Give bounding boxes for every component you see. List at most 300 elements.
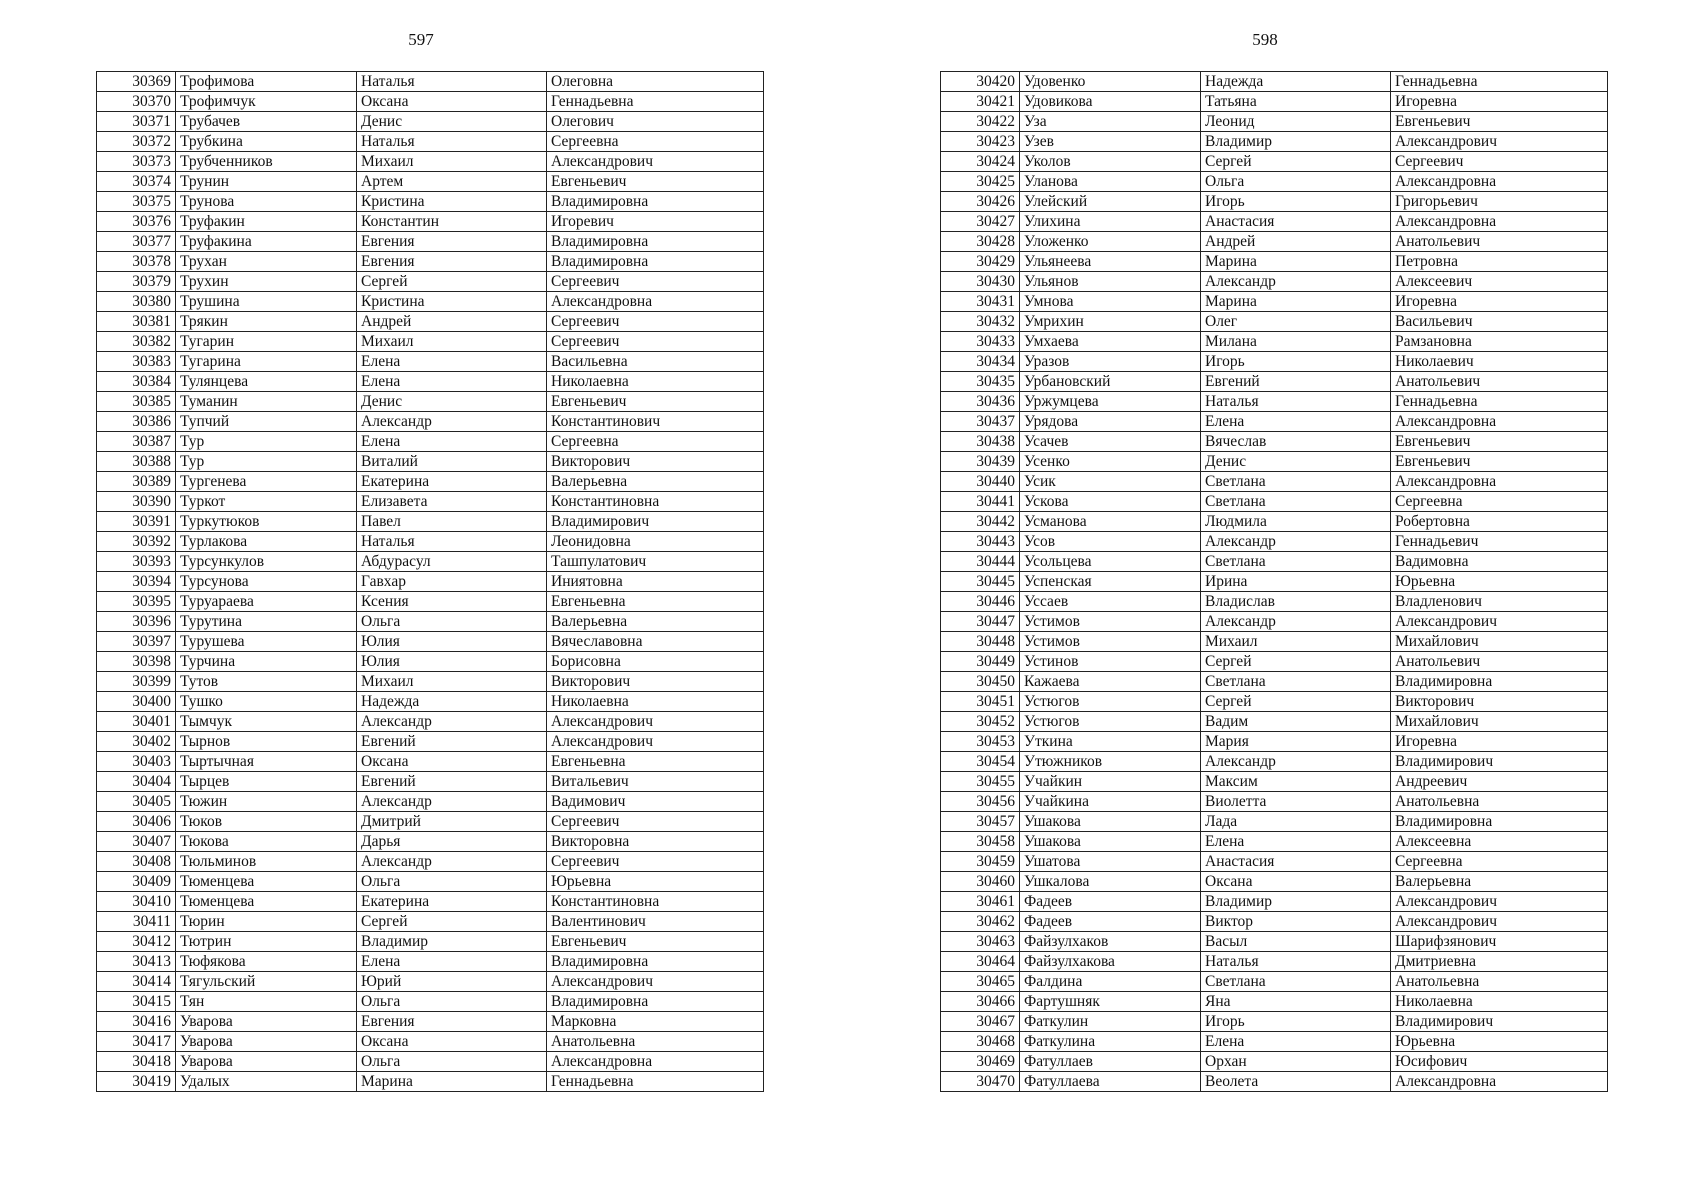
table-row xyxy=(97,972,764,992)
table-row xyxy=(97,872,764,892)
given-name-cell: Васыл xyxy=(1201,932,1391,952)
given-name-cell: Михаил xyxy=(1201,632,1391,652)
record-number: 30409 xyxy=(97,872,176,892)
table-row xyxy=(941,432,1608,452)
surname-cell: Кажаева xyxy=(1020,672,1201,692)
surname-cell: Уржумцева xyxy=(1020,392,1201,412)
surname-cell: Тютрин xyxy=(176,932,357,952)
patronymic-cell: Александрович xyxy=(547,972,764,992)
patronymic-cell: Анатольевич xyxy=(1391,372,1608,392)
record-number: 30375 xyxy=(97,192,176,212)
given-name-cell: Надежда xyxy=(1201,72,1391,92)
table-row xyxy=(941,852,1608,872)
record-number: 30399 xyxy=(97,672,176,692)
patronymic-cell: Сергеевич xyxy=(547,312,764,332)
record-number: 30437 xyxy=(941,412,1020,432)
table-row xyxy=(97,672,764,692)
table-row xyxy=(941,552,1608,572)
surname-cell: Устимов xyxy=(1020,612,1201,632)
record-number: 30432 xyxy=(941,312,1020,332)
record-number: 30394 xyxy=(97,572,176,592)
surname-cell: Тупчий xyxy=(176,412,357,432)
table-row xyxy=(941,532,1608,552)
record-number: 30444 xyxy=(941,552,1020,572)
record-number: 30431 xyxy=(941,292,1020,312)
surname-cell: Туманин xyxy=(176,392,357,412)
given-name-cell: Виктор xyxy=(1201,912,1391,932)
patronymic-cell: Юрьевна xyxy=(547,872,764,892)
surname-cell: Уразов xyxy=(1020,352,1201,372)
given-name-cell: Юлия xyxy=(357,632,547,652)
given-name-cell: Яна xyxy=(1201,992,1391,1012)
record-number: 30429 xyxy=(941,252,1020,272)
surname-cell: Уварова xyxy=(176,1052,357,1072)
table-row xyxy=(941,792,1608,812)
surname-cell: Ульянеева xyxy=(1020,252,1201,272)
surname-cell: Тягульский xyxy=(176,972,357,992)
patronymic-cell: Владленович xyxy=(1391,592,1608,612)
given-name-cell: Елена xyxy=(357,352,547,372)
record-number: 30405 xyxy=(97,792,176,812)
record-number: 30383 xyxy=(97,352,176,372)
surname-cell: Трофимова xyxy=(176,72,357,92)
table-row xyxy=(941,892,1608,912)
surname-cell: Устимов xyxy=(1020,632,1201,652)
record-number: 30388 xyxy=(97,452,176,472)
table-row xyxy=(941,252,1608,272)
given-name-cell: Александр xyxy=(1201,272,1391,292)
patronymic-cell: Александрович xyxy=(1391,612,1608,632)
record-number: 30441 xyxy=(941,492,1020,512)
patronymic-cell: Валерьевна xyxy=(1391,872,1608,892)
patronymic-cell: Александрович xyxy=(547,152,764,172)
given-name-cell: Михаил xyxy=(357,152,547,172)
table-row xyxy=(97,572,764,592)
given-name-cell: Сергей xyxy=(357,912,547,932)
given-name-cell: Светлана xyxy=(1201,492,1391,512)
patronymic-cell: Владимировна xyxy=(547,992,764,1012)
surname-cell: Тур xyxy=(176,452,357,472)
given-name-cell: Артем xyxy=(357,172,547,192)
given-name-cell: Александр xyxy=(357,792,547,812)
table-row xyxy=(941,992,1608,1012)
surname-cell: Тырцев xyxy=(176,772,357,792)
record-number: 30452 xyxy=(941,712,1020,732)
given-name-cell: Оксана xyxy=(357,1032,547,1052)
given-name-cell: Денис xyxy=(1201,452,1391,472)
surname-cell: Тутов xyxy=(176,672,357,692)
patronymic-cell: Иниятовна xyxy=(547,572,764,592)
given-name-cell: Орхан xyxy=(1201,1052,1391,1072)
patronymic-cell: Анатольевич xyxy=(1391,652,1608,672)
given-name-cell: Владислав xyxy=(1201,592,1391,612)
table-row xyxy=(97,392,764,412)
given-name-cell: Екатерина xyxy=(357,892,547,912)
given-name-cell: Максим xyxy=(1201,772,1391,792)
surname-cell: Уссаев xyxy=(1020,592,1201,612)
record-number: 30371 xyxy=(97,112,176,132)
table-row xyxy=(97,72,764,92)
record-number: 30393 xyxy=(97,552,176,572)
surname-cell: Уварова xyxy=(176,1032,357,1052)
surname-cell: Устинов xyxy=(1020,652,1201,672)
given-name-cell: Абдурасул xyxy=(357,552,547,572)
given-name-cell: Марина xyxy=(1201,252,1391,272)
record-number: 30413 xyxy=(97,952,176,972)
given-name-cell: Вадим xyxy=(1201,712,1391,732)
given-name-cell: Владимир xyxy=(1201,132,1391,152)
patronymic-cell: Рамзановна xyxy=(1391,332,1608,352)
surname-cell: Трубченников xyxy=(176,152,357,172)
given-name-cell: Денис xyxy=(357,392,547,412)
patronymic-cell: Леонидовна xyxy=(547,532,764,552)
table-row xyxy=(97,832,764,852)
record-number: 30391 xyxy=(97,512,176,532)
table-row xyxy=(97,592,764,612)
patronymic-cell: Сергеевна xyxy=(547,132,764,152)
surname-cell: Трухан xyxy=(176,252,357,272)
table-row xyxy=(97,532,764,552)
surname-cell: Удалых xyxy=(176,1072,357,1092)
patronymic-cell: Александровна xyxy=(1391,472,1608,492)
record-number: 30373 xyxy=(97,152,176,172)
given-name-cell: Юрий xyxy=(357,972,547,992)
surname-cell: Тымчук xyxy=(176,712,357,732)
given-name-cell: Леонид xyxy=(1201,112,1391,132)
given-name-cell: Владимир xyxy=(357,932,547,952)
given-name-cell: Дарья xyxy=(357,832,547,852)
surname-cell: Тюменцева xyxy=(176,872,357,892)
surname-cell: Турутина xyxy=(176,612,357,632)
table-row xyxy=(97,692,764,712)
record-number: 30381 xyxy=(97,312,176,332)
patronymic-cell: Вадимовна xyxy=(1391,552,1608,572)
table-row xyxy=(97,232,764,252)
record-number: 30404 xyxy=(97,772,176,792)
record-number: 30419 xyxy=(97,1072,176,1092)
given-name-cell: Милана xyxy=(1201,332,1391,352)
surname-cell: Урбановский xyxy=(1020,372,1201,392)
given-name-cell: Оксана xyxy=(1201,872,1391,892)
surname-cell: Ушкалова xyxy=(1020,872,1201,892)
surname-cell: Устюгов xyxy=(1020,692,1201,712)
surname-cell: Уложенко xyxy=(1020,232,1201,252)
record-number: 30446 xyxy=(941,592,1020,612)
surname-cell: Фадеев xyxy=(1020,912,1201,932)
surname-cell: Трухин xyxy=(176,272,357,292)
patronymic-cell: Александрович xyxy=(1391,912,1608,932)
table-row xyxy=(941,1012,1608,1032)
table-row xyxy=(941,1052,1608,1072)
record-number: 30401 xyxy=(97,712,176,732)
patronymic-cell: Сергеевич xyxy=(547,852,764,872)
surname-cell: Турчина xyxy=(176,652,357,672)
patronymic-cell: Евгеньевич xyxy=(547,932,764,952)
record-number: 30397 xyxy=(97,632,176,652)
surname-cell: Тюжин xyxy=(176,792,357,812)
given-name-cell: Дмитрий xyxy=(357,812,547,832)
patronymic-cell: Константинович xyxy=(547,412,764,432)
given-name-cell: Александр xyxy=(357,712,547,732)
patronymic-cell: Борисовна xyxy=(547,652,764,672)
record-number: 30462 xyxy=(941,912,1020,932)
patronymic-cell: Вадимович xyxy=(547,792,764,812)
record-number: 30457 xyxy=(941,812,1020,832)
surname-cell: Трубачев xyxy=(176,112,357,132)
patronymic-cell: Сергеевич xyxy=(547,272,764,292)
surname-cell: Уткина xyxy=(1020,732,1201,752)
given-name-cell: Сергей xyxy=(1201,152,1391,172)
given-name-cell: Александр xyxy=(1201,532,1391,552)
table-row xyxy=(941,732,1608,752)
record-number: 30458 xyxy=(941,832,1020,852)
patronymic-cell: Александрович xyxy=(1391,892,1608,912)
surname-cell: Уколов xyxy=(1020,152,1201,172)
table-row xyxy=(97,312,764,332)
surname-cell: Усачев xyxy=(1020,432,1201,452)
given-name-cell: Анастасия xyxy=(1201,852,1391,872)
table-row xyxy=(97,212,764,232)
given-name-cell: Наталья xyxy=(1201,392,1391,412)
table-row xyxy=(97,412,764,432)
patronymic-cell: Васильевич xyxy=(1391,312,1608,332)
patronymic-cell: Владимирович xyxy=(1391,752,1608,772)
record-number: 30387 xyxy=(97,432,176,452)
table-row xyxy=(941,452,1608,472)
table-row xyxy=(941,132,1608,152)
surname-cell: Ушакова xyxy=(1020,812,1201,832)
given-name-cell: Ирина xyxy=(1201,572,1391,592)
table-row xyxy=(97,512,764,532)
patronymic-cell: Алексеевич xyxy=(1391,272,1608,292)
record-number: 30443 xyxy=(941,532,1020,552)
record-number: 30385 xyxy=(97,392,176,412)
patronymic-cell: Витальевич xyxy=(547,772,764,792)
surname-cell: Усенко xyxy=(1020,452,1201,472)
patronymic-cell: Игоревна xyxy=(1391,92,1608,112)
record-number: 30415 xyxy=(97,992,176,1012)
given-name-cell: Александр xyxy=(1201,612,1391,632)
patronymic-cell: Вячеславовна xyxy=(547,632,764,652)
surname-cell: Тюльминов xyxy=(176,852,357,872)
patronymic-cell: Александровна xyxy=(1391,212,1608,232)
patronymic-cell: Николаевна xyxy=(547,692,764,712)
table-row xyxy=(941,932,1608,952)
surname-cell: Узев xyxy=(1020,132,1201,152)
record-number: 30369 xyxy=(97,72,176,92)
surname-cell: Туркутюков xyxy=(176,512,357,532)
record-number: 30418 xyxy=(97,1052,176,1072)
table-row xyxy=(97,812,764,832)
given-name-cell: Юлия xyxy=(357,652,547,672)
surname-cell: Тур xyxy=(176,432,357,452)
table-row xyxy=(941,872,1608,892)
table-row xyxy=(941,412,1608,432)
surname-cell: Ускова xyxy=(1020,492,1201,512)
surname-cell: Трунова xyxy=(176,192,357,212)
table-row xyxy=(941,292,1608,312)
roster-table-body xyxy=(941,72,1608,1092)
record-number: 30456 xyxy=(941,792,1020,812)
given-name-cell: Людмила xyxy=(1201,512,1391,532)
patronymic-cell: Владимировна xyxy=(1391,672,1608,692)
record-number: 30453 xyxy=(941,732,1020,752)
patronymic-cell: Викторович xyxy=(547,452,764,472)
given-name-cell: Елена xyxy=(357,952,547,972)
table-row xyxy=(97,552,764,572)
patronymic-cell: Марковна xyxy=(547,1012,764,1032)
surname-cell: Тугарина xyxy=(176,352,357,372)
record-number: 30406 xyxy=(97,812,176,832)
record-number: 30450 xyxy=(941,672,1020,692)
patronymic-cell: Александровна xyxy=(1391,172,1608,192)
table-row xyxy=(97,332,764,352)
given-name-cell: Сергей xyxy=(357,272,547,292)
patronymic-cell: Николаевна xyxy=(547,372,764,392)
surname-cell: Учайкина xyxy=(1020,792,1201,812)
roster-table xyxy=(96,71,764,1092)
record-number: 30438 xyxy=(941,432,1020,452)
record-number: 30421 xyxy=(941,92,1020,112)
record-number: 30439 xyxy=(941,452,1020,472)
patronymic-cell: Михайлович xyxy=(1391,712,1608,732)
surname-cell: Фалдина xyxy=(1020,972,1201,992)
surname-cell: Трушина xyxy=(176,292,357,312)
record-number: 30470 xyxy=(941,1072,1020,1092)
patronymic-cell: Олегович xyxy=(547,112,764,132)
record-number: 30384 xyxy=(97,372,176,392)
record-number: 30416 xyxy=(97,1012,176,1032)
given-name-cell: Евгения xyxy=(357,232,547,252)
record-number: 30423 xyxy=(941,132,1020,152)
patronymic-cell: Шарифзянович xyxy=(1391,932,1608,952)
given-name-cell: Светлана xyxy=(1201,552,1391,572)
given-name-cell: Наталья xyxy=(357,72,547,92)
table-row xyxy=(97,152,764,172)
table-row xyxy=(97,1012,764,1032)
patronymic-cell: Дмитриевна xyxy=(1391,952,1608,972)
record-number: 30435 xyxy=(941,372,1020,392)
page-number: 597 xyxy=(408,30,434,49)
given-name-cell: Евгения xyxy=(357,1012,547,1032)
given-name-cell: Евгения xyxy=(357,252,547,272)
surname-cell: Тюменцева xyxy=(176,892,357,912)
given-name-cell: Елена xyxy=(1201,1032,1391,1052)
surname-cell: Усик xyxy=(1020,472,1201,492)
record-number: 30434 xyxy=(941,352,1020,372)
table-row xyxy=(97,1072,764,1092)
patronymic-cell: Викторович xyxy=(547,672,764,692)
surname-cell: Учайкин xyxy=(1020,772,1201,792)
record-number: 30454 xyxy=(941,752,1020,772)
record-number: 30378 xyxy=(97,252,176,272)
surname-cell: Тырнов xyxy=(176,732,357,752)
surname-cell: Тулянцева xyxy=(176,372,357,392)
given-name-cell: Ольга xyxy=(1201,172,1391,192)
table-row xyxy=(97,992,764,1012)
record-number: 30468 xyxy=(941,1032,1020,1052)
table-row xyxy=(97,272,764,292)
record-number: 30426 xyxy=(941,192,1020,212)
table-row xyxy=(97,632,764,652)
table-row xyxy=(97,1052,764,1072)
roster-table xyxy=(940,71,1608,1092)
table-row xyxy=(941,172,1608,192)
surname-cell: Тургенева xyxy=(176,472,357,492)
given-name-cell: Елена xyxy=(357,372,547,392)
patronymic-cell: Валентинович xyxy=(547,912,764,932)
table-row xyxy=(97,652,764,672)
patronymic-cell: Сергеевна xyxy=(1391,492,1608,512)
table-row xyxy=(97,432,764,452)
table-row xyxy=(941,572,1608,592)
record-number: 30465 xyxy=(941,972,1020,992)
record-number: 30436 xyxy=(941,392,1020,412)
surname-cell: Усольцева xyxy=(1020,552,1201,572)
patronymic-cell: Владимировна xyxy=(1391,812,1608,832)
table-row xyxy=(941,112,1608,132)
surname-cell: Ушакова xyxy=(1020,832,1201,852)
patronymic-cell: Александровна xyxy=(547,1052,764,1072)
patronymic-cell: Евгеньевна xyxy=(547,592,764,612)
given-name-cell: Елена xyxy=(1201,412,1391,432)
patronymic-cell: Сергеевич xyxy=(1391,152,1608,172)
patronymic-cell: Евгеньевич xyxy=(1391,112,1608,132)
surname-cell: Файзулхаков xyxy=(1020,932,1201,952)
table-row xyxy=(941,812,1608,832)
given-name-cell: Кристина xyxy=(357,192,547,212)
table-row xyxy=(941,372,1608,392)
table-row xyxy=(97,932,764,952)
patronymic-cell: Николаевич xyxy=(1391,352,1608,372)
patronymic-cell: Викторовна xyxy=(547,832,764,852)
patronymic-cell: Петровна xyxy=(1391,252,1608,272)
record-number: 30407 xyxy=(97,832,176,852)
patronymic-cell: Анатольевна xyxy=(547,1032,764,1052)
table-row xyxy=(97,892,764,912)
patronymic-cell: Евгеньевич xyxy=(547,392,764,412)
patronymic-cell: Геннадьевна xyxy=(547,92,764,112)
given-name-cell: Александр xyxy=(357,852,547,872)
surname-cell: Уланова xyxy=(1020,172,1201,192)
table-row xyxy=(941,212,1608,232)
patronymic-cell: Евгеньевич xyxy=(1391,432,1608,452)
given-name-cell: Евгений xyxy=(1201,372,1391,392)
patronymic-cell: Григорьевич xyxy=(1391,192,1608,212)
given-name-cell: Светлана xyxy=(1201,472,1391,492)
record-number: 30410 xyxy=(97,892,176,912)
record-number: 30469 xyxy=(941,1052,1020,1072)
surname-cell: Уза xyxy=(1020,112,1201,132)
table-row xyxy=(97,1032,764,1052)
table-row xyxy=(941,952,1608,972)
surname-cell: Турушева xyxy=(176,632,357,652)
given-name-cell: Кристина xyxy=(357,292,547,312)
surname-cell: Тюфякова xyxy=(176,952,357,972)
patronymic-cell: Анатольевна xyxy=(1391,792,1608,812)
patronymic-cell: Робертовна xyxy=(1391,512,1608,532)
table-row xyxy=(941,472,1608,492)
given-name-cell: Вячеслав xyxy=(1201,432,1391,452)
surname-cell: Фартушняк xyxy=(1020,992,1201,1012)
patronymic-cell: Игоревна xyxy=(1391,732,1608,752)
record-number: 30370 xyxy=(97,92,176,112)
record-number: 30448 xyxy=(941,632,1020,652)
surname-cell: Удовенко xyxy=(1020,72,1201,92)
record-number: 30425 xyxy=(941,172,1020,192)
surname-cell: Устюгов xyxy=(1020,712,1201,732)
table-row xyxy=(941,652,1608,672)
